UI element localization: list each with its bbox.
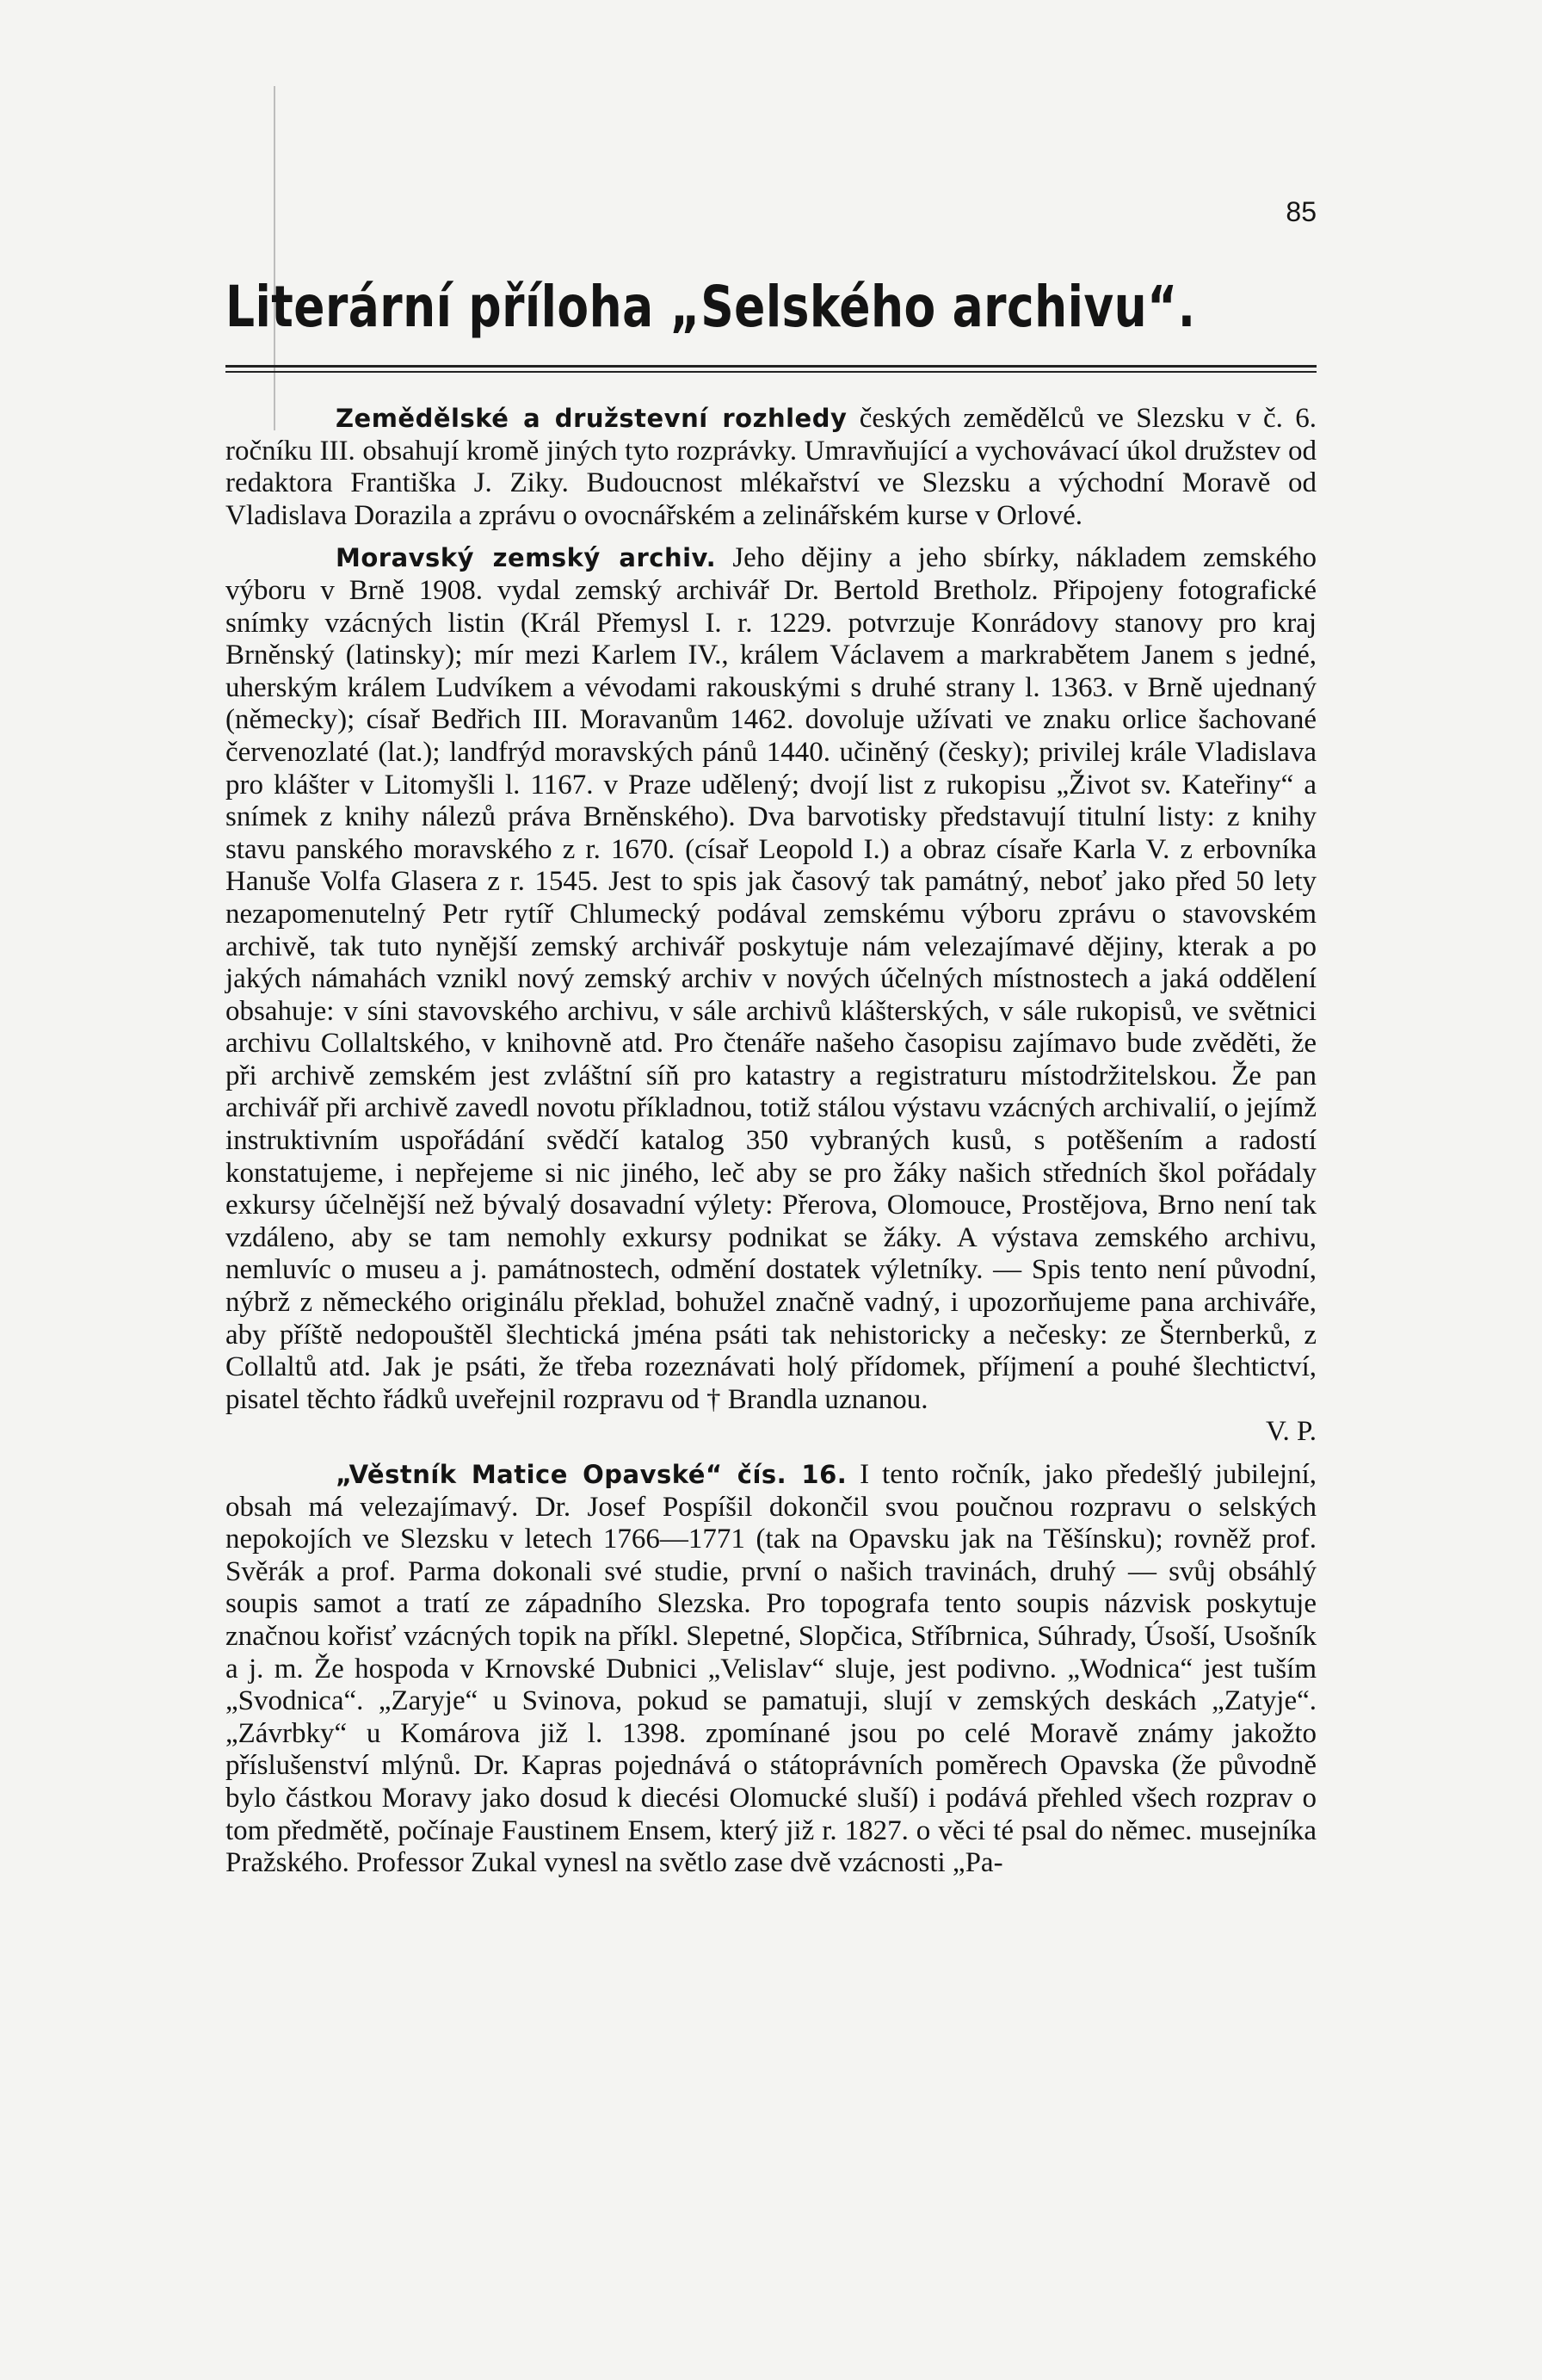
section-text: Jeho dějiny a jeho sbírky, nákladem zemského výboru v Brně 1908. vydal zemský archivář Dr. Bertold Bretholz. Připojeny fotografické snímky vzácných listin (Král Přemysl I. r. 1229. potvrzuje Konrádovy stanovy pro kraj Brněnský (latinsky); mír mezi Karlem IV., králem Václavem a markrabětem Janem s jedné, uherským králem Ludvíkem a vévodami rakouskými s druhé strany l. 1363. v Brně ujednaný (německy); císař Bedřich III. Moravanům 1462. dovoluje užívati ve znaku orlice šachované červenozlaté (lat.); landfrýd moravských pánů 1440. učiněný (česky); privilej krále Vladislava pro klášter v Litomyšli l. 1167. v Praze udělený; dvojí list z rukopisu „Život sv. Kateřiny“ a snímek z knihy nálezů práva Brněnského). Dva barvotisky představují titulní listy: z knihy stavu panského moravského z r. 1670. (císař Leopold I.) a obraz císaře Karla V. z erbovníka Hanuše Volfa Glasera z r. 1545. Jest to spis jak časový tak památný, neboť jako před 50 lety nezapomenutelný Petr rytíř Chlumecký podával zemskému výboru zprávu o stavovském archivě, tak tuto nynější zemský archivář poskytuje nám velezajímavé dějiny, kterak a po jakých námahách vznikl nový zemský archiv v nových účelných místnostech a jaká oddělení obsahuje: v síni stavovského archivu, v sále archivů klášterských, v sále rukopisů, ve světnici archivu Collaltského, v knihovně atd. Pro čtenáře našeho časopisu zajímavo bude zvěděti, že při archivě zemském jest zvláštní síň pro katastry a registraturu místodržitelskou. Že pan archivář při archivě zavedl novotu příkladnou, totiž stálou výstavu vzácných archivalií, o jejímž instruktivním uspořádání svědčí katalog 350 vybraných kusů, s potěšením a radostí konstatujeme, i nepřejeme si nic jiného, leč aby se pro žáky našich středních škol pořádaly exkursy účelnější než bývalý dosavadní výlety: Přerova, Olomouce, Prostějova, Brno není tak vzdáleno, aby se tam nemohly exkursy podnikat se žáky. A výstava zemského archivu, nemluvíc o museu a j. památnostech, odmění dostatek výletníky. — Spis tento není původní, nýbrž z německého originálu překlad, bohužel značně vadný, i upozorňujeme pana archiváře, aby příště nedopouštěl šlechtická jména psáti tak nehistoricky a nečesky: ze Šternberků, z Collaltů atd. Jak je psáti, že třeba rozeznávati holý přídomek, příjmení a pouhé šlechtictví, pisatel těchto řádků uveřejnil rozpravu od † Brandla uznanou. [225, 542, 1317, 1415]
section-text: českých zemědělců ve Slezsku v č. 6. ročníku III. obsahují kromě jiných tyto rozprávky. Umravňující a vychovávací úkol družstev od redaktora Františka J. Ziky. Budoucnost mlékařství ve Slezsku a východní Moravě od Vladislava Dorazila a zprávu o ovocnářském a zelinářském kurse v Orlové. [225, 403, 1317, 531]
title-divider [225, 365, 1317, 373]
author-signature: V. P. [1265, 1416, 1317, 1448]
section-heading: Zemědělské a družstevní rozhledy [336, 404, 848, 433]
article-body [225, 403, 1317, 1880]
section-text: I tento ročník, jako předešlý jubilejní, obsah má velezajímavý. Dr. Josef Pospíšil dokončil svou poučnou rozpravu o selských nepokojích ve Slezsku v letech 1766—1771 (tak na Opavsku jak na Těšínsku); rovněž prof. Svěrák a prof. Parma dokonali své studie, první o našich travinách, druhý — svůj obsáhlý soupis samot a tratí ze západního Slezska. Pro topografa tento soupis názvisk poskytuje značnou kořisť vzácných topik na příkl. Slepetné, Slopčica, Stříbrnica, Súhrady, Úsoší, Usošník a j. m. Že hospoda v Krnovské Dubnici „Velislav“ sluje, jest podivno. „Wodnica“ jest tuším „Svodnica“. „Zaryje“ u Svinova, pokud se pamatuji, slují v zemských deskách „Zatyje“. „Závrbky“ u Komárova již l. 1398. zpomínané jsou po celé Moravě známy jakožto příslušenství mlýnů. Dr. Kapras pojednává o státoprávních poměrech Opavska (že původně bylo částkou Moravy jako dosud k diecési Olomucké sluší) i podává přehled všech rozprav o tom předmětě, počínaje Faustinem Ensem, který již r. 1827. o věci té psal do němec. musejníka Pražského. Professor Zukal vynesl na světlo zase dvě vzácnosti „Pa- [225, 1459, 1317, 1879]
section-moravsky-archiv [225, 542, 1317, 1449]
page-title: Literární příloha „Selského archivu“. [225, 274, 1196, 340]
section-heading: Moravský zemský archiv. [336, 543, 717, 573]
page-number: 85 [1286, 196, 1317, 227]
margin-line [274, 86, 275, 430]
section-vestnik-matice [225, 1459, 1317, 1880]
section-heading: „Věstník Matice Opavské“ čís. 16. [336, 1460, 848, 1489]
section-zemedelske-rozhledy [225, 403, 1317, 532]
